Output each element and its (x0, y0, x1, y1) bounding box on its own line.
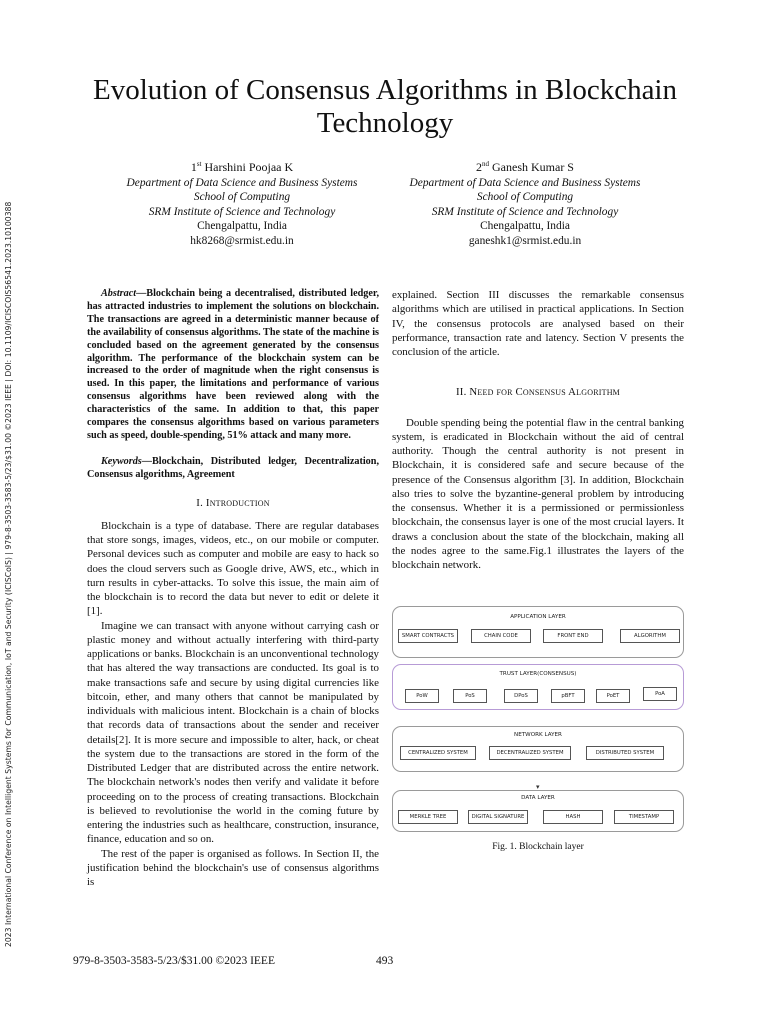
intro-paragraph-1: Blockchain is a type of database. There are regular databases that store songs, images, videos, etc., on our mobile or computer. Personal devices such as computer and mobile are easy to hack so does the cloud servers such as Google drive, AWS, etc., which in turn results in cyber-attacks. To solve this issue, the main aim of the blockchain is to record the data but never to edit or delete it [1]. (87, 519, 379, 618)
layer-title: DATA LAYER (521, 795, 555, 801)
box-dpos: DPoS (504, 689, 538, 703)
author-name-1: 1st Harshini Poojaa K (190, 160, 294, 174)
box-pbft: pBFT (551, 689, 585, 703)
keywords (87, 456, 379, 482)
paper-title: Evolution of Consensus Algorithms in Blockchain Technology (92, 74, 677, 139)
box-chain-code: CHAIN CODE (471, 629, 531, 643)
box-pos: PoS (453, 689, 487, 703)
layer-trust (392, 664, 684, 710)
section-heading-1: I. Introduction (196, 496, 270, 509)
intro-paragraph-2: Imagine we can transact with anyone without carrying cash or plastic money and without actually interfering with third-party applications or banks. Blockchain is an unconventional technology that has altered the way transactions are conducted. Its goal is to make transactions safe and secure by using digital currencies like bitcoin, ether, and many others that cannot be manipulated by individuals with malicious intent. Blockchain is a chain of blocks that records data of transactions about the sender and receiver details[2]. It is more secure and impossible to alter, hack, or cheat the system due to the transactions are stored in the form of the Distributed Ledger that are distributed across the entire network. The blockchain network's nodes then verify and validate it before proceeding on to the process of creating transactions. Blockchain is believed to revolutionise the world in the coming future by entering the industries such as healthcare, construction, insurance, finance, education and so on. (87, 619, 379, 846)
section-heading-2: II. Need for Consensus Algorithm (456, 386, 620, 399)
box-timestamp: TIMESTAMP (614, 810, 674, 824)
arrow-down-icon: ▾ (536, 783, 540, 791)
page-number: 493 (376, 955, 394, 967)
author-school-2: School of Computing (476, 191, 574, 204)
layer-data (392, 790, 684, 832)
author-dept-1: Department of Data Science and Business Systems (126, 176, 358, 189)
intro-continued: explained. Section III discusses the remarkable consensus algorithms which are utilised in practical applications. In Section IV, the consensus protocols are analysed based on their performance, transaction rate and latency. Section V presents the conclusion of the article. (392, 289, 684, 358)
footer-isbn: 979-8-3503-3583-5/23/$31.00 ©2023 IEEE (73, 955, 275, 967)
box-digital-signature: DIGITAL SIGNATURE (468, 810, 528, 824)
abstract-label: Abstract (101, 288, 137, 299)
author-dept-2: Department of Data Science and Business Systems (409, 176, 641, 189)
layer-application (392, 606, 684, 658)
box-merkle-tree: MERKLE TREE (398, 810, 458, 824)
box-decentralized-system: DECENTRALIZED SYSTEM (489, 746, 571, 760)
author-city-1: Chengalpattu, India (197, 220, 287, 233)
box-algorithm: ALGORITHM (620, 629, 680, 643)
author-city-2: Chengalpattu, India (480, 220, 570, 233)
box-pow: PoW (405, 689, 439, 703)
box-smart-contracts: SMART CONTRACTS (398, 629, 458, 643)
author-school-1: School of Computing (193, 191, 291, 204)
author-name-2: 2nd Ganesh Kumar S (476, 160, 574, 174)
box-front-end: FRONT END (543, 629, 603, 643)
box-centralized-system: CENTRALIZED SYSTEM (400, 746, 476, 760)
box-hash: HASH (543, 810, 603, 824)
layer-network (392, 726, 684, 772)
author-inst-2: SRM Institute of Science and Technology (431, 205, 619, 218)
abstract (87, 288, 379, 443)
author-email-1: hk8268@srmist.edu.in (190, 234, 294, 247)
layer-title: NETWORK LAYER (514, 732, 562, 738)
abstract-text: —Blockchain being a decentralised, distributed ledger, has attracted industries to implement the solutions on blockchain. The transactions are agreed in a deterministic manner because of the availability of consensus algorithms. The state of the machine is concluded based on the agreement generated by the consensus algorithm. The performance of the blockchain system can be increased to the order of magnitude when the right consensus is used. In this paper, the limitations and performance of various consensus algorithms have been reviewed along with the characteristics of the same. In addition to that, this paper compares the consensus algorithms based on various parameters such as speed, double-spending, 51% attack and many more. (87, 288, 379, 441)
right-column (392, 288, 684, 572)
side-copyright-note: 2023 International Conference on Intelligent Systems for Communication, IoT and Security (ICISCoIS) | 979-8-3503-3583-5/23/$31.00 ©2023 IEEE | DOI: 10.1109/ICISCOIS56541.2023.10100388 (4, 201, 13, 947)
keywords-text: —Blockchain, Distributed ledger, Decentralization, Consensus algorithms, Agreement (87, 455, 379, 480)
left-column (87, 288, 379, 889)
box-distributed-system: DISTRIBUTED SYSTEM (586, 746, 664, 760)
author-inst-1: SRM Institute of Science and Technology (148, 205, 336, 218)
intro-paragraph-3: The rest of the paper is organised as follows. In Section II, the justification behind the blockchain's use of consensus algorithms is (87, 847, 379, 889)
author-block-1 (92, 157, 392, 249)
keywords-label: Keywords (101, 455, 142, 467)
box-poet: PoET (596, 689, 630, 703)
author-email-2: ganeshk1@srmist.edu.in (468, 234, 582, 247)
layer-title: TRUST LAYER(CONSENSUS) (499, 671, 577, 677)
box-poa: PoA (643, 687, 677, 701)
need-paragraph: Double spending being the potential flaw in the central banking system, is eradicated in Blockchain without the aid of central authority. Though the central authority is not present in Blockchain, it is considered safe and secure because of the presence of the Consensus algorithm [3]. In addition, Blockchain also tries to solve the byzantine-general problem by introducing the consensus. Whether it is a permissioned or permissionless blockchain, the consensus layer is one of the most crucial layers. It draws a conclusion about the state of the blockchain, making all the nodes agree to the same.Fig.1 illustrates the layers of the blockchain network. (392, 416, 684, 571)
figure-caption: Fig. 1. Blockchain layer (492, 842, 584, 852)
author-block-2 (375, 157, 675, 249)
layer-title: APPLICATION LAYER (510, 614, 566, 620)
